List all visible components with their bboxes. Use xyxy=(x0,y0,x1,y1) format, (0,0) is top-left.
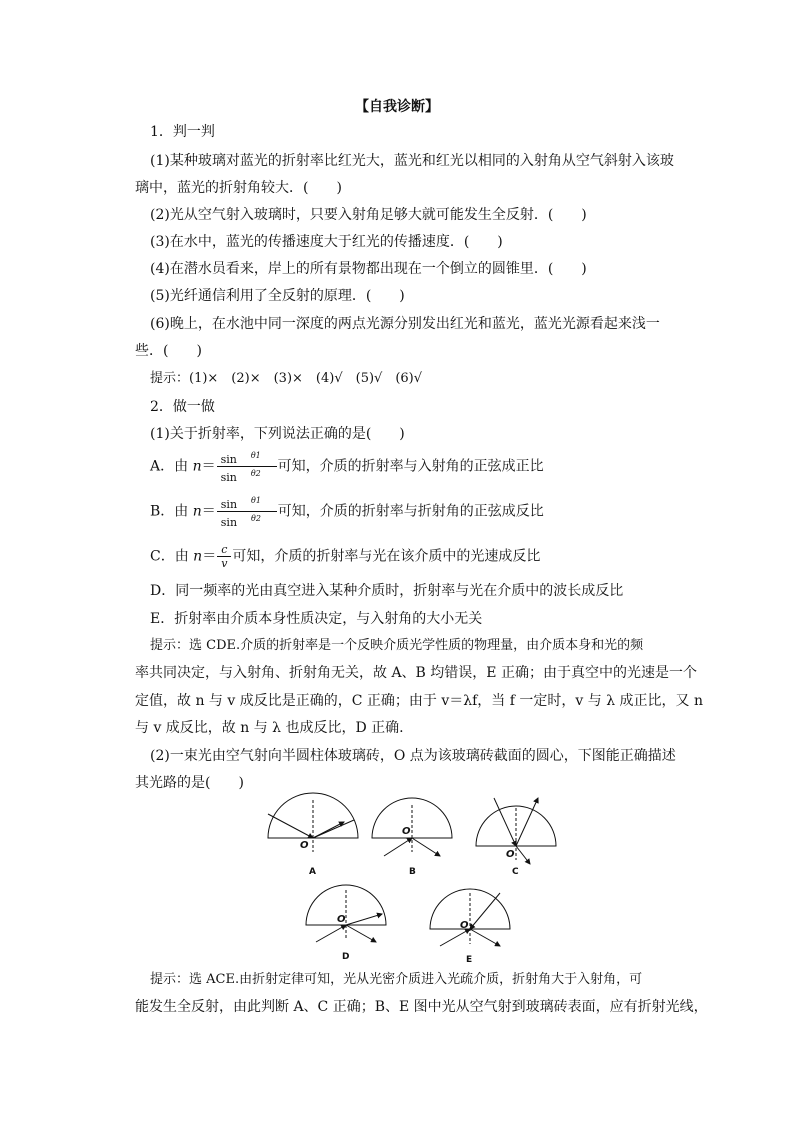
option-a-theta2: θ2 xyxy=(250,469,261,478)
diagram-label-d: D xyxy=(342,952,350,962)
question-4: (4)在潜水员看来，岸上的所有景物都出现在一个倒立的圆锥里．( ) xyxy=(150,261,587,277)
question-2: (2)光从空气射入玻璃时，只要入射角足够大就可能发生全反射．( ) xyxy=(150,207,587,223)
question-1-line-1: (1)某种玻璃对蓝光的折射率比红光大，蓝光和红光以相同的入射角从空气斜射入该玻 xyxy=(150,153,674,169)
hint-2-line-4: 与 v 成反比，故 n 与 λ 也成反比，D 正确. xyxy=(135,720,404,736)
option-c-n: n xyxy=(193,548,203,565)
question-6-line-1: (6)晚上，在水池中同一深度的两点光源分别发出红光和蓝光，蓝光光源看起来浅一 xyxy=(150,316,660,332)
option-e: E．折射率由介质本身性质决定，与入射角的大小无关 xyxy=(150,611,483,627)
option-c-eq: ＝ xyxy=(202,548,217,565)
diagram-d xyxy=(306,885,386,942)
option-c-text: 可知，介质的折射率与光在该介质中的光速成反比 xyxy=(232,548,541,565)
light-path-figure xyxy=(255,790,565,970)
option-c-denominator: v xyxy=(221,557,228,570)
diagram-e xyxy=(430,889,510,946)
diagram-label-b: B xyxy=(409,867,416,877)
question-5: (5)光纤通信利用了全反射的原理．( ) xyxy=(150,288,405,304)
option-b-text: 可知，介质的折射率与折射角的正弦成反比 xyxy=(277,503,544,520)
section-title: 【自我诊断】 xyxy=(355,99,439,115)
problem-2-line-1: (2)一束光由空气射向半圆柱体玻璃砖，O 点为该玻璃砖截面的圆心，下图能正确描述 xyxy=(150,748,676,764)
diagram-a xyxy=(268,793,358,852)
option-b-numerator: sin xyxy=(220,498,238,511)
hint-3-line-1: 提示：选 ACE.由折射定律可知，光从光密介质进入光疏介质，折射角大于入射角，可 xyxy=(150,972,643,987)
option-a xyxy=(150,449,544,484)
option-a-text: 可知，介质的折射率与入射角的正弦成正比 xyxy=(277,458,544,475)
origin-label-e: O xyxy=(460,920,469,931)
option-b-fraction xyxy=(217,494,277,529)
option-b-denominator: sin xyxy=(220,516,238,529)
diagram-c xyxy=(476,798,556,864)
diagram-b xyxy=(372,798,452,856)
option-b-prefix: B．由 xyxy=(150,503,193,520)
problem-2-line-2: 其光路的是( ) xyxy=(135,775,244,791)
hint-2-line-3: 定值，故 n 与 v 成反比是正确的，C 正确；由于 v＝λf，当 f 一定时，v 与 λ 成正比，又 n xyxy=(135,693,703,709)
hint-2-line-2: 率共同决定，与入射角、折射角无关，故 A、B 均错误，E 正确；由于真空中的光速是一个 xyxy=(135,665,697,681)
option-a-denominator: sin xyxy=(220,471,237,484)
hint-answers-1: 提示：(1)× (2)× (3)× (4)√ (5)√ (6)√ xyxy=(150,371,423,386)
origin-label-d: O xyxy=(337,914,346,925)
option-a-numerator: sin xyxy=(220,453,237,466)
hint-3-line-2: 能发生全反射，由此判断 A、C 正确；B、E 图中光从空气射到玻璃砖表面，应有折射光线， xyxy=(135,999,708,1015)
option-c-prefix: C．由 xyxy=(150,548,194,565)
option-b-theta2: θ2 xyxy=(251,514,261,523)
diagram-label-a: A xyxy=(309,867,316,877)
option-c-fraction xyxy=(217,543,231,570)
question-1-line-2: 璃中，蓝光的折射角较大．( ) xyxy=(135,180,342,196)
option-a-theta1: θ1 xyxy=(250,451,261,460)
option-a-eq: ＝ xyxy=(201,458,216,475)
option-a-prefix: A．由 xyxy=(150,458,193,475)
option-b-theta1: θ1 xyxy=(251,496,261,505)
diagram-label-c: C xyxy=(512,867,519,877)
option-d: D．同一频率的光由真空进入某种介质时，折射率与光在介质中的波长成反比 xyxy=(150,583,624,599)
origin-label-b: O xyxy=(402,826,411,837)
question-3: (3)在水中，蓝光的传播速度大于红光的传播速度．( ) xyxy=(150,234,503,250)
option-a-n: n xyxy=(192,458,202,475)
option-c xyxy=(150,543,540,570)
option-a-fraction xyxy=(217,449,277,484)
origin-label-c: O xyxy=(506,849,515,860)
option-b-n: n xyxy=(192,503,202,520)
option-b xyxy=(150,494,544,529)
section-heading-do: 2．做一做 xyxy=(150,399,215,415)
option-c-numerator: c xyxy=(217,543,231,557)
option-b-eq: ＝ xyxy=(201,503,216,520)
origin-label-a: O xyxy=(300,840,309,851)
question-6-line-2: 些．( ) xyxy=(135,343,202,359)
diagram-label-e: E xyxy=(466,955,473,965)
hint-2-line-1: 提示：选 CDE.介质的折射率是一个反映介质光学性质的物理量，由介质本身和光的频 xyxy=(150,638,644,653)
section-heading-judge: 1．判一判 xyxy=(150,124,215,140)
problem-1-stem: (1)关于折射率，下列说法正确的是( ) xyxy=(150,426,405,442)
